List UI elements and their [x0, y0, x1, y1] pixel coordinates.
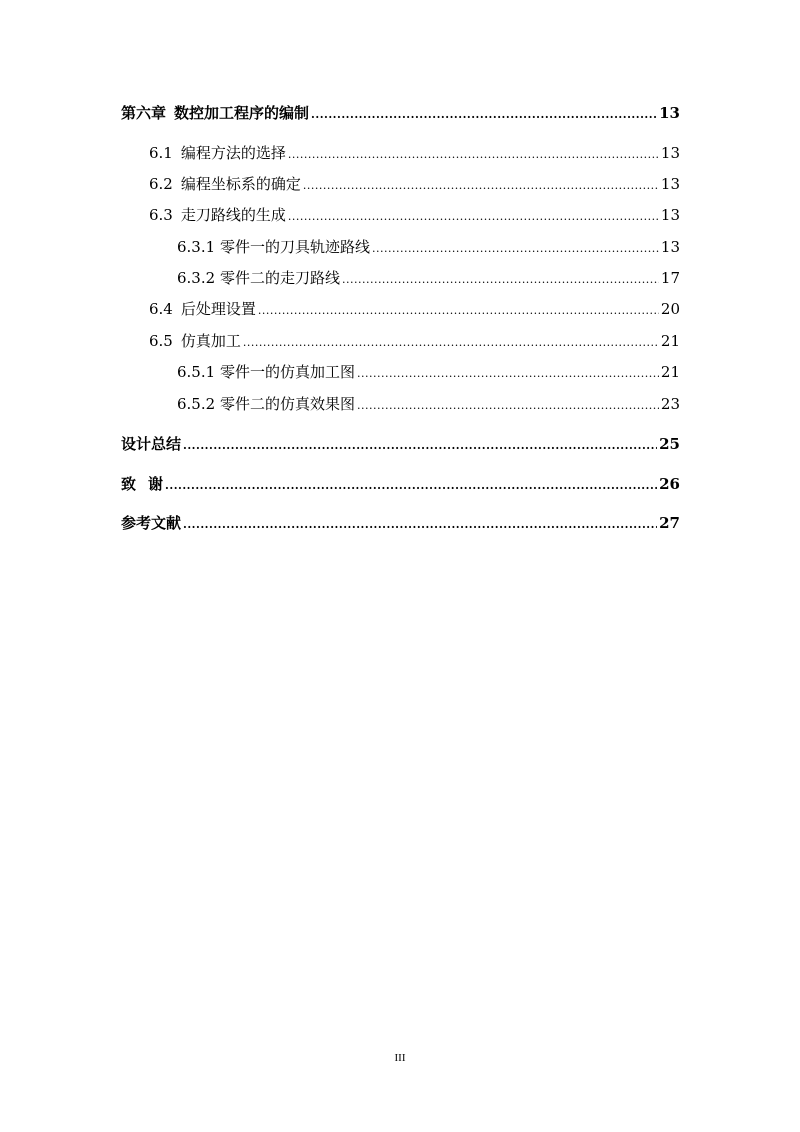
toc-entry-title [149, 173, 303, 195]
toc-leader-dots [311, 104, 657, 124]
toc-entry-number: 6.4 [149, 300, 173, 318]
toc-entry-page: 23 [660, 395, 680, 413]
toc-entry-page: 21 [660, 332, 680, 350]
toc-entry-text: 编程坐标系的确定 [180, 175, 301, 193]
toc-leader-dots [165, 475, 657, 495]
toc-entry-title [121, 473, 165, 495]
toc-entry-text: 零件二的走刀路线 [219, 269, 340, 287]
toc-entry-number: 6.3.2 [177, 269, 216, 287]
toc-entry-6-5-1[interactable] [177, 361, 680, 383]
toc-entry-text: 零件二的仿真效果图 [219, 395, 355, 413]
toc-entry-title [149, 142, 288, 164]
toc-entry-references[interactable] [121, 512, 680, 534]
toc-leader-dots [183, 514, 657, 534]
toc-leader-dots [303, 175, 659, 195]
toc-entry-page: 13 [660, 206, 680, 224]
toc-entry-number: 第六章 [121, 104, 167, 122]
toc-entry-title [177, 361, 357, 383]
toc-entry-text: 致 [121, 475, 137, 493]
toc-entry-6-3-2[interactable] [177, 267, 680, 289]
toc-entry-6-4[interactable] [149, 298, 680, 320]
toc-entry-text: 谢 [148, 475, 164, 493]
toc-entry-number: 6.3.1 [177, 238, 216, 256]
toc-entry-number: 6.1 [149, 144, 173, 162]
toc-leader-dots [288, 144, 659, 164]
toc-entry-title [177, 236, 372, 258]
toc-entry-number: 6.3 [149, 206, 173, 224]
toc-leader-dots [357, 395, 659, 415]
toc-entry-title: 设计总结 [121, 435, 182, 453]
toc-leader-dots [243, 332, 659, 352]
toc-entry-title [121, 102, 311, 124]
toc-entry-title [149, 330, 243, 352]
toc-entry-text: 编程方法的选择 [180, 144, 286, 162]
toc-entry-6-3[interactable] [149, 204, 680, 226]
toc-leader-dots [342, 269, 659, 289]
toc-entry-text: 数控加工程序的编制 [174, 104, 310, 122]
toc-entry-page: 13 [660, 238, 680, 256]
toc-entry-text: 后处理设置 [180, 300, 256, 318]
toc-entry-chapter-6[interactable] [121, 102, 680, 124]
toc-entry-title [149, 298, 258, 320]
toc-entry-6-2[interactable] [149, 173, 680, 195]
toc-entry-text: 零件一的仿真加工图 [219, 363, 355, 381]
toc-entry-number: 6.2 [149, 175, 173, 193]
toc-entry-title [149, 204, 288, 226]
toc-entry-text: 走刀路线的生成 [180, 206, 286, 224]
toc-entry-page: 26 [659, 475, 680, 493]
toc-entry-number: 6.5 [149, 332, 173, 350]
toc-entry-title [177, 267, 342, 289]
toc-entry-page: 17 [660, 269, 680, 287]
toc-entry-title: 参考文献 [121, 514, 182, 532]
toc-leader-dots [183, 435, 657, 455]
page-number: III [394, 1052, 406, 1064]
toc-entry-page: 21 [660, 363, 680, 381]
toc-entry-page: 27 [659, 514, 680, 532]
toc-leader-dots [372, 238, 659, 258]
toc-entry-6-3-1[interactable] [177, 236, 680, 258]
toc-entry-page: 13 [660, 144, 680, 162]
toc-entry-text: 仿真加工 [180, 332, 241, 350]
toc-leader-dots [258, 300, 659, 320]
toc-entry-6-5-2[interactable] [177, 393, 680, 415]
toc-entry-title [177, 393, 357, 415]
toc-entry-page: 13 [659, 104, 680, 122]
toc-entry-number: 6.5.1 [177, 363, 216, 381]
toc-entry-6-1[interactable] [149, 142, 680, 164]
toc-leader-dots [288, 206, 659, 226]
toc-entry-page: 25 [659, 435, 680, 453]
toc-entry-design-summary[interactable] [121, 433, 680, 455]
toc-entry-6-5[interactable] [149, 330, 680, 352]
toc-entry-page: 13 [660, 175, 680, 193]
toc-leader-dots [357, 363, 659, 383]
toc-entry-acknowledgements[interactable] [121, 473, 680, 495]
toc-entry-number: 6.5.2 [177, 395, 216, 413]
toc-entry-text: 零件一的刀具轨迹路线 [219, 238, 370, 256]
toc-entry-page: 20 [660, 300, 680, 318]
